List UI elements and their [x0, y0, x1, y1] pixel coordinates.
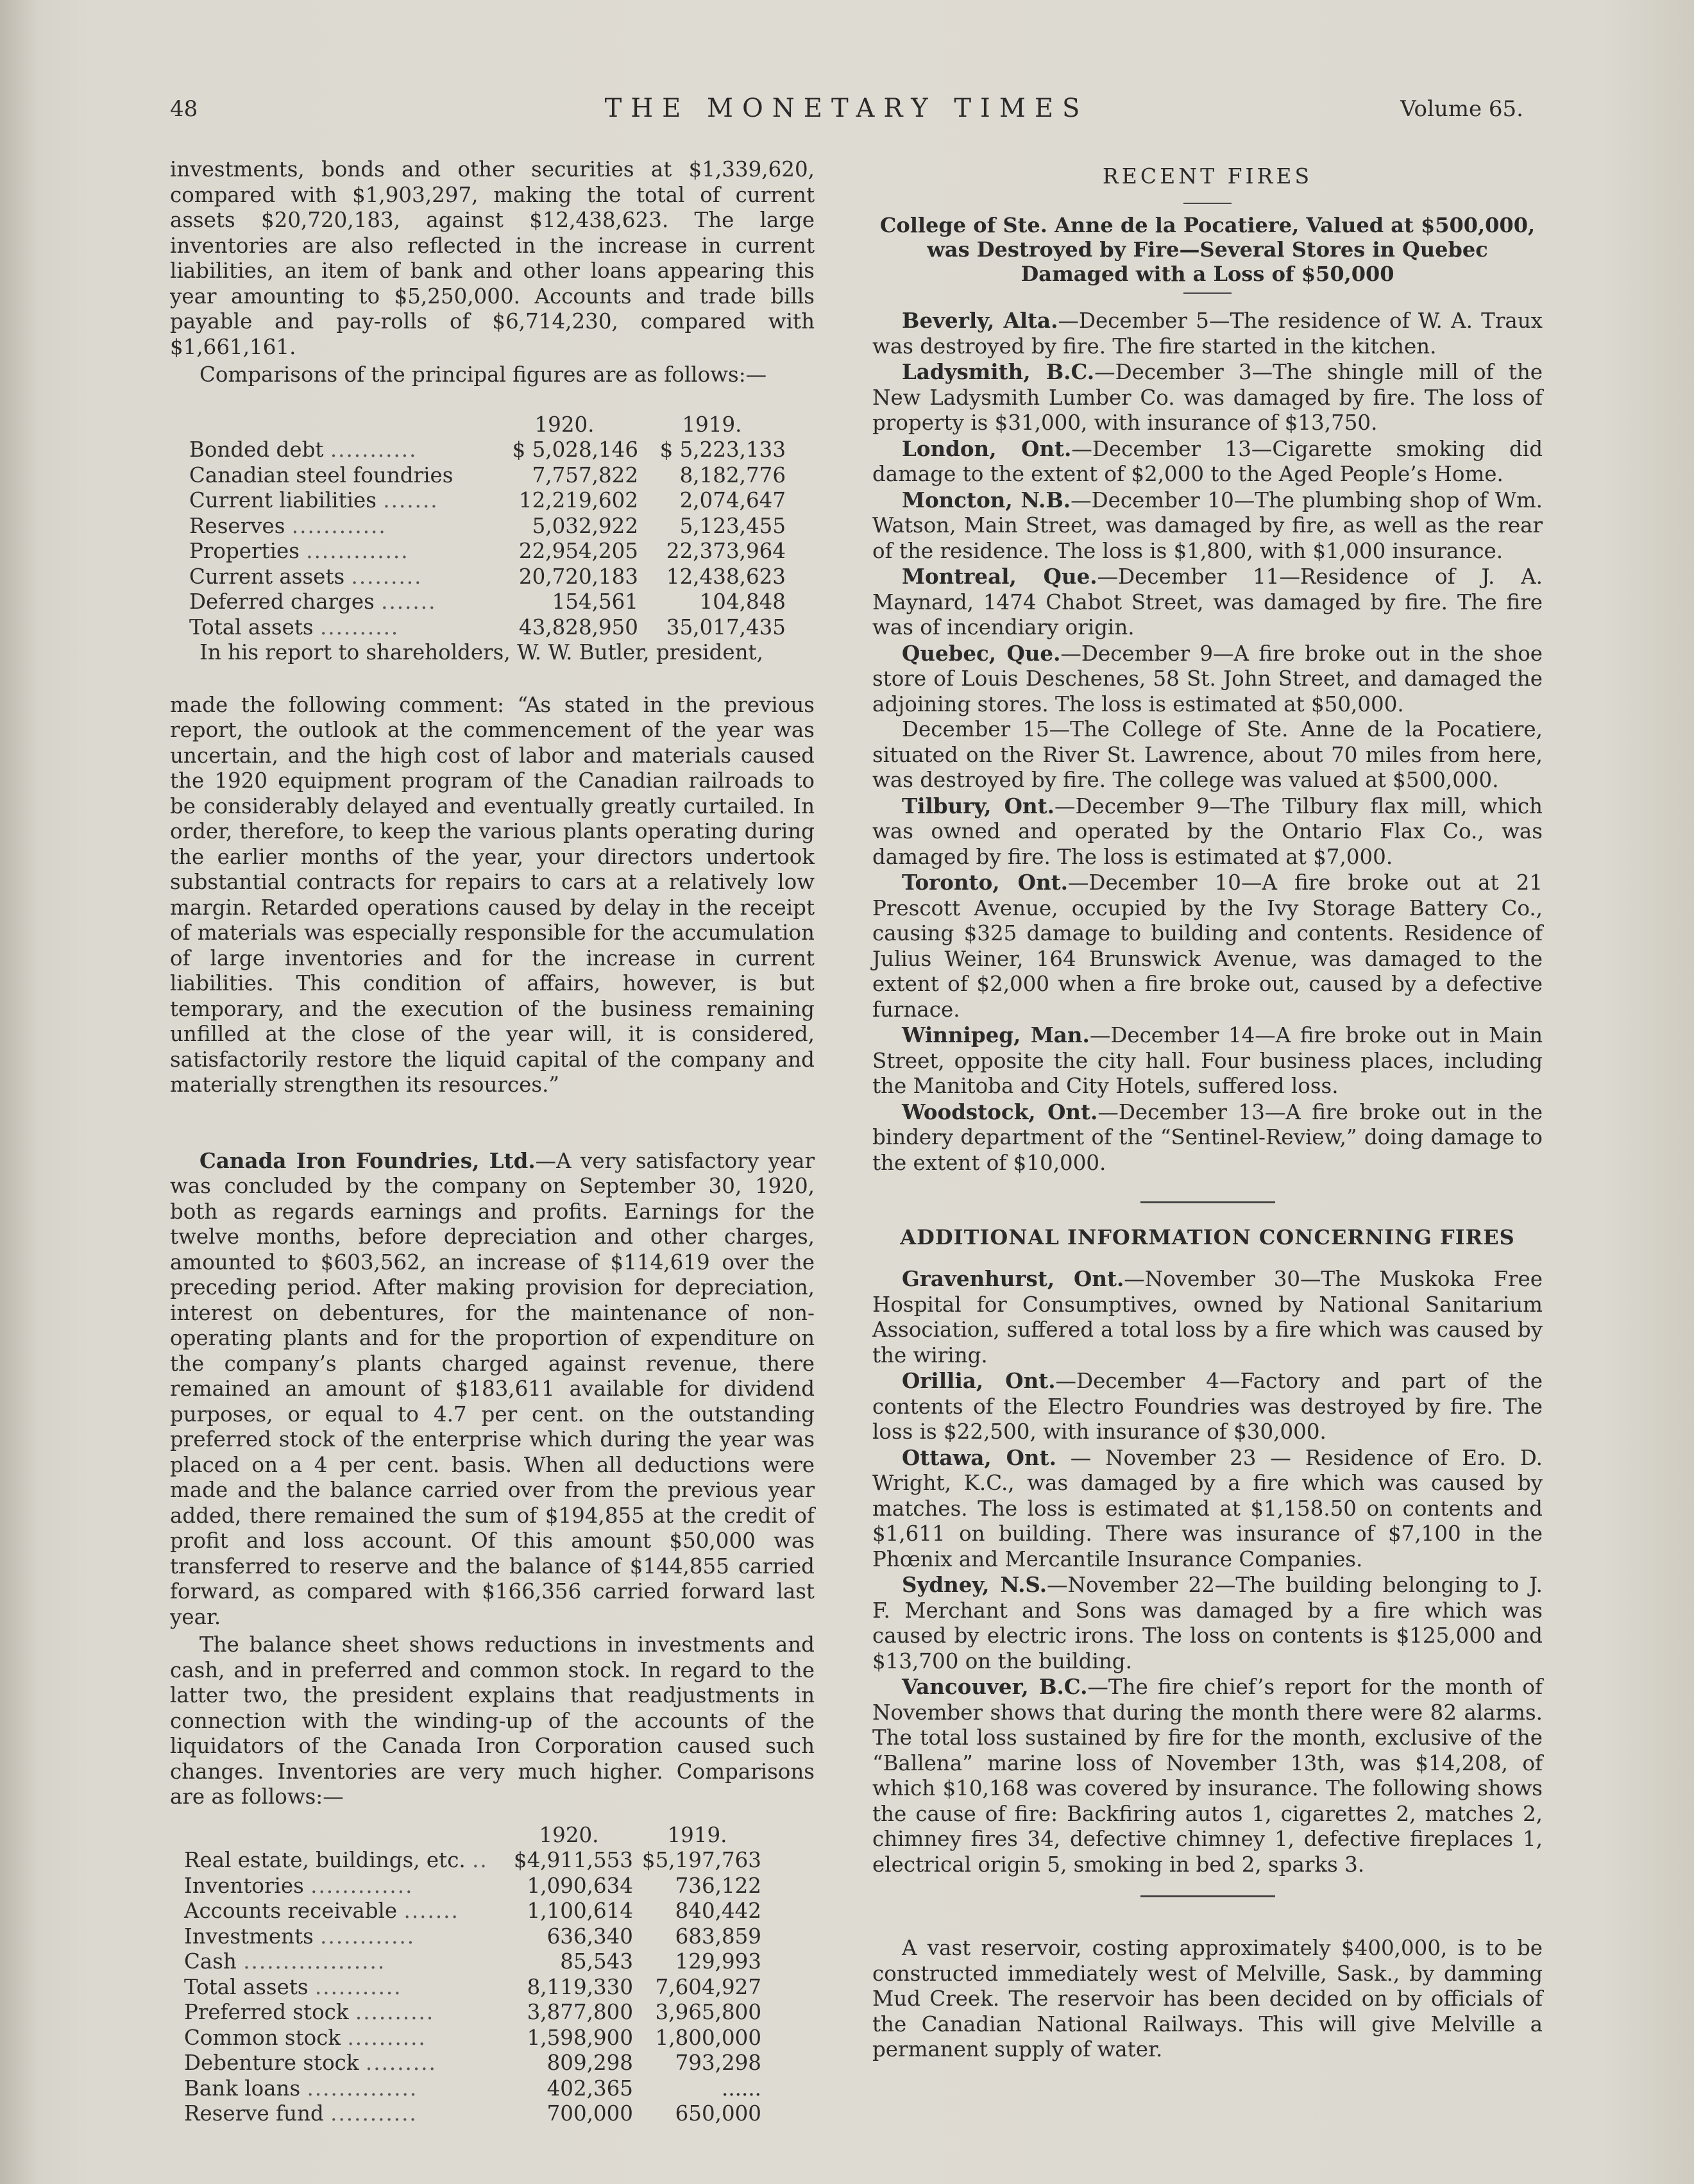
entry-text: —December 13—Cigarette smoking did damage to the extent of $2,000 to the Aged People’s Home.: [872, 436, 1543, 486]
fire-entry: [872, 564, 1543, 641]
leader-dots: ..........: [319, 614, 400, 639]
fire-entry: [872, 1022, 1543, 1099]
canada-iron-heading: Canada Iron Foundries, Ltd.: [199, 1147, 536, 1173]
left-column: [170, 157, 815, 2127]
value-1919: 8,182,776: [679, 462, 786, 487]
row-label: Properties: [189, 539, 300, 563]
row-label: Canadian steel foundries: [189, 462, 453, 487]
entry-place: Moncton, N.B.: [902, 487, 1071, 512]
additional-fires-title: ADDITIONAL INFORMATION CONCERNING FIRES: [900, 1225, 1515, 1249]
table-row: [184, 1848, 761, 1874]
entry-text: —December 4—Factory and part of the contents of the Electro Foundries was destroyed by fire. The loss is $22,500, with insurance of $30,000.: [872, 1369, 1543, 1444]
value-1919: 736,122: [675, 1873, 761, 1898]
table-row: [184, 1949, 761, 1975]
divider: [1140, 1895, 1275, 1897]
value-1920: 7,757,822: [532, 462, 638, 487]
reservoir-paragraph: A vast reservoir, costing approximately $400,000, is to be constructed immediately west of Melville, Sask., by damming Mud Creek. The reservoir has been decided on by officials of the Canadian National Railways. This will give Melville a permanent supply of water.: [872, 1936, 1543, 2061]
page-header: [170, 96, 1523, 135]
leader-dots: .........: [365, 2051, 437, 2075]
row-label-cell: [184, 1874, 505, 1899]
value-1920: 20,720,183: [518, 564, 638, 589]
divider: [1183, 203, 1232, 204]
fires-list: [872, 308, 1543, 1176]
value-1919: 1,800,000: [655, 2025, 761, 2050]
leader-dots: .............: [310, 1873, 414, 1898]
entry-place: Ladysmith, B.C.: [902, 359, 1095, 384]
row-label-cell: [184, 1899, 505, 1924]
col-header-1920: 1920.: [539, 1822, 599, 1847]
entry-place: Vancouver, B.C.: [902, 1674, 1088, 1699]
table-row: [184, 2051, 761, 2076]
additional-fire-entry: [872, 1572, 1543, 1674]
additional-fire-entry: [872, 1266, 1543, 1368]
row-label-cell: [189, 437, 491, 463]
value-1919: $ 5,223,133: [659, 437, 786, 462]
row-label-cell: [184, 1975, 505, 2001]
entry-text: —December 10—The plumbing shop of Wm. Watson, Main Street, was damaged by fire, as well as the rear of the residence. The loss is $1,800, with $1,000 insurance.: [872, 487, 1543, 563]
canada-iron-paragraph: [170, 1148, 815, 1630]
row-label-cell: [184, 1924, 505, 1950]
fire-entry: [872, 870, 1543, 1022]
fire-entry: [872, 359, 1543, 436]
value-1920: 8,119,330: [527, 1974, 633, 1999]
table-row: [184, 1924, 761, 1950]
table-row: [184, 2000, 761, 2026]
entry-place: Woodstock, Ont.: [902, 1099, 1098, 1124]
value-1920: 22,954,205: [518, 539, 638, 563]
value-1919: 129,993: [675, 1949, 761, 1974]
additional-fire-entry: [872, 1445, 1543, 1573]
leader-dots: .............: [306, 539, 409, 563]
entry-place: Gravenhurst, Ont.: [902, 1266, 1124, 1291]
entry-text: —The fire chief’s report for the month of November shows that during the month there were 82 alarms. The total loss sustained by fire for the month, exclusive of the “Ballena” marine loss of November 13th, was $14,208, of which $10,168 was covered by insurance. The following shows the cause of fire: Backfiring autos 1, cigarettes 2, matches 2, chimney fires 34, defective chimney 1, defective fireplaces 1, electrical origin 5, smoking in bed 2, sparks 3.: [872, 1675, 1543, 1877]
value-1919: 3,965,800: [655, 2000, 761, 2024]
row-label: Total assets: [189, 614, 314, 639]
row-label: Current liabilities: [189, 488, 377, 512]
row-label: Reserve fund: [184, 2101, 324, 2126]
divider: [1140, 1201, 1275, 1203]
leader-dots: ...........: [314, 1974, 402, 1999]
entry-text: —December 9—A fire broke out in the shoe store of Louis Deschenes, 58 St. John Street, and damaged the adjoining stores. The loss is estimated at $50,000.: [872, 641, 1543, 716]
leader-dots: .......: [383, 488, 439, 512]
table-row: [184, 2026, 761, 2051]
canada-iron-text: —A very satisfactory year was concluded by the company on September 30, 1920, both as regards earnings and profits. Earnings for the twelve months, before depreciation and other charges, amounted to $603,562, an increase of $114,619 over the preceding period. After making provision for depreciation, interest on debentures, for the maintenance of non-operating plants and for the proportion of expenditure on the company’s plants charged against revenue, there remained an amount of $183,611 available for dividend purposes, or equal to 4.7 per cent. on the outstanding preferred stock of the enterprise which during the year was placed on a 4 per cent. basis. When all deductions were made and the balance carried over from the previous year added, there remained the sum of $194,855 at the credit of profit and loss account. Of this amount $50,000 was transferred to reserve and the balance of $144,855 carried forward, as compared with $166,356 carried forward last year.: [170, 1148, 815, 1629]
fire-entry: [872, 436, 1543, 487]
entry-place: Tilbury, Ont.: [902, 793, 1055, 818]
entry-place: Winnipeg, Man.: [902, 1022, 1090, 1047]
row-label: Accounts receivable: [184, 1899, 398, 1923]
row-label: Total assets: [184, 1974, 309, 1999]
page-number: 48: [170, 96, 198, 122]
value-1920: $4,911,553: [513, 1848, 633, 1872]
additional-fire-entry: [872, 1674, 1543, 1877]
value-1919: 650,000: [675, 2101, 761, 2126]
fire-entry: [872, 717, 1543, 793]
volume-label: Volume 65.: [1400, 96, 1523, 122]
entry-text: —November 30—The Muskoka Free Hospital for Consumptives, owned by National Sanitarium Association, suffered a total loss by a fire which was caused by the wiring.: [872, 1267, 1543, 1367]
entry-text: —December 13—A fire broke out in the bindery department of the “Sentinel-Review,” doing damage to the extent of $10,000.: [872, 1099, 1543, 1175]
value-1920: 12,219,602: [518, 488, 638, 512]
row-label: Current assets: [189, 564, 345, 589]
butler-lead: In his report to shareholders, W. W. Butler, president,: [199, 640, 763, 665]
table-row: [189, 539, 786, 564]
row-label-cell: [189, 615, 491, 641]
value-1920: 402,365: [546, 2076, 633, 2101]
fire-entry: [872, 1099, 1543, 1176]
entry-text: —December 11—Residence of J. A. Maynard, 1474 Chabot Street, was damaged by fire. The fire was of incendiary origin.: [872, 564, 1543, 639]
leader-dots: ..: [472, 1848, 488, 1872]
table-row: [184, 2101, 761, 2127]
row-label-cell: [189, 463, 491, 489]
fire-entry: [872, 487, 1543, 564]
value-1919: 12,438,623: [666, 564, 786, 589]
leader-dots: ..................: [243, 1949, 386, 1974]
butler-quote: made the following comment: “As stated in the previous report, the outlook at the commencement of the year was uncertain, and the high cost of labor and materials caused the 1920 equipment program of the Canadian railroads to be considerably delayed and eventually greatly curtailed. In order, therefore, to keep the various plants operating during the earlier months of the year, your directors undertook substantial contracts for repairs to cars at a relatively low margin. Retarded operations caused by delay in the receipt of materials was especially responsible for the accumulation of large inventories and for the increase in current liabilities. This condition of affairs, however, is but temporary, and the execution of the business remaining unfilled at the close of the year will, it is considered, satisfactorily restore the liquid capital of the company and materially strengthen its resources.”: [170, 692, 815, 1097]
row-label-cell: [184, 2101, 505, 2127]
row-label: Cash: [184, 1949, 237, 1974]
fire-entry: [872, 793, 1543, 870]
entry-place: Toronto, Ont.: [902, 870, 1068, 895]
publication-title: THE MONETARY TIMES: [604, 94, 1089, 123]
entry-text: —December 9—The Tilbury flax mill, which was owned and operated by the Ontario Flax Co., was damaged by fire. The loss is estimated at $7,000.: [872, 793, 1543, 869]
col-header-1919: 1919.: [667, 1822, 727, 1847]
value-1919: $5,197,763: [641, 1848, 761, 1872]
value-1919: 793,298: [675, 2051, 761, 2075]
divider: [1183, 292, 1232, 294]
row-label: Reserves: [189, 513, 285, 538]
value-1919: 35,017,435: [666, 614, 786, 639]
value-1919: ......: [722, 2076, 761, 2101]
row-label: Preferred stock: [184, 2000, 349, 2024]
value-1920: 154,561: [552, 589, 638, 614]
table-row: [184, 1899, 761, 1924]
table-header-row: [189, 412, 786, 438]
row-label: Bonded debt: [189, 437, 324, 462]
table-row: [184, 1975, 761, 2001]
table-row: [189, 437, 786, 463]
balance-sheet-table: [184, 1823, 761, 2127]
value-1919: 2,074,647: [679, 488, 786, 512]
entry-place: London, Ont.: [902, 436, 1072, 461]
entry-text: December 15—The College of Ste. Anne de la Pocatiere, situated on the River St. Lawrence, about 70 miles from here, was destroyed by fire. The college was valued at $500,000.: [872, 717, 1543, 792]
table-row: [184, 2076, 761, 2102]
row-label-cell: [189, 514, 491, 539]
leader-dots: ..........: [347, 2025, 427, 2050]
principal-figures-table: [189, 412, 786, 641]
row-label: Debenture stock: [184, 2051, 359, 2075]
row-label-cell: [189, 539, 491, 564]
row-label: Common stock: [184, 2025, 341, 2050]
leader-dots: ..............: [307, 2076, 418, 2101]
value-1920: 85,543: [560, 1949, 633, 1974]
value-1920: 5,032,922: [532, 513, 638, 538]
table-row: [189, 615, 786, 641]
value-1920: 1,100,614: [527, 1899, 633, 1923]
row-label-cell: [184, 2000, 505, 2026]
value-1920: 1,090,634: [527, 1873, 633, 1898]
leader-dots: ...........: [330, 2101, 418, 2126]
table-row: [189, 488, 786, 514]
leader-dots: .......: [403, 1899, 459, 1923]
additional-fires-list: [872, 1266, 1543, 1877]
leader-dots: ...........: [330, 437, 418, 462]
value-1920: 3,877,800: [527, 2000, 633, 2024]
entry-place: Montreal, Que.: [902, 564, 1097, 589]
fire-entry: [872, 308, 1543, 359]
comparison-intro: Comparisons of the principal figures are as follows:—: [199, 362, 767, 387]
entry-place: Beverly, Alta.: [902, 308, 1058, 333]
value-1920: $ 5,028,146: [512, 437, 638, 462]
recent-fires-title: RECENT FIRES: [1102, 164, 1313, 189]
entry-text: —December 5—The residence of W. A. Traux was destroyed by fire. The fire started in the kitchen.: [872, 309, 1543, 359]
row-label-cell: [189, 488, 491, 514]
entry-text: —December 3—The shingle mill of the New Ladysmith Lumber Co. was damaged by fire. The loss of property is $31,000, with insurance of $13,750.: [872, 360, 1543, 435]
row-label-cell: [189, 589, 491, 615]
leader-dots: .........: [351, 564, 423, 589]
col-header-1920: 1920.: [534, 412, 595, 437]
entry-place: Quebec, Que.: [902, 640, 1061, 666]
value-1920: 43,828,950: [518, 614, 638, 639]
row-label-cell: [184, 2051, 505, 2076]
table-row: [189, 564, 786, 590]
table-header-row: [184, 1823, 761, 1849]
right-column: [872, 157, 1543, 2063]
entry-text: — November 23 — Residence of Ero. D. Wright, K.C., was damaged by a fire which was caused by matches. The loss is estimated at $1,158.50 on contents and $1,611 on building. There was insurance of $7,100 in the Phœnix and Mercantile Insurance Companies.: [872, 1445, 1543, 1571]
value-1919: 683,859: [675, 1924, 761, 1949]
table-row: [189, 589, 786, 615]
leader-dots: .......: [381, 589, 437, 614]
row-label-cell: [184, 1949, 505, 1975]
row-label: Investments: [184, 1924, 314, 1949]
table-row: [184, 1874, 761, 1899]
fire-entry: [872, 641, 1543, 718]
row-label-cell: [189, 564, 491, 590]
row-label-cell: [184, 2076, 505, 2102]
value-1919: 7,604,927: [655, 1974, 761, 1999]
entry-text: —November 22—The building belonging to J. F. Merchant and Sons was damaged by a fire which was caused by electric irons. The loss on contents is $125,000 and $13,700 on the building.: [872, 1573, 1543, 1673]
recent-fires-subhead: College of Ste. Anne de la Pocatiere, Valued at $500,000, was Destroyed by Fire—Several Stores in Quebec Damaged with a Loss of $50,000: [879, 213, 1536, 286]
entry-place: Ottawa, Ont.: [902, 1444, 1056, 1470]
intro-paragraph: investments, bonds and other securities at $1,339,620, compared with $1,903,297, making the total of current assets $20,720,183, against $12,438,623. The large inventories are also reflected in the increase in current liabilities, an item of bank and other loans appearing this year amounting to $5,250,000. Accounts and trade bills payable and pay-rolls of $6,714,230, compared with $1,661,161.: [170, 157, 815, 359]
row-label: Real estate, buildings, etc.: [184, 1848, 466, 1872]
value-1919: 5,123,455: [679, 513, 786, 538]
row-label: Bank loans: [184, 2076, 301, 2101]
row-label: Deferred charges: [189, 589, 375, 614]
leader-dots: ..........: [355, 2000, 435, 2024]
entry-text: —December 10—A fire broke out at 21 Prescott Avenue, occupied by the Ivy Storage Battery Co., causing $325 damage to building and contents. Residence of Julius Weiner, 164 Brunswick Avenue, was damaged to the extent of $2,000 when a fire broke out, caused by a defective furnace.: [872, 870, 1543, 1022]
value-1920: 1,598,900: [527, 2025, 633, 2050]
value-1920: 700,000: [546, 2101, 633, 2126]
entry-place: Orillia, Ont.: [902, 1368, 1056, 1393]
row-label-cell: [184, 2026, 505, 2051]
row-label: Inventories: [184, 1873, 304, 1898]
balance-sheet-paragraph: The balance sheet shows reductions in investments and cash, and in preferred and common stock. In regard to the latter two, the president explains that readjustments in connection with the winding-up of the accounts of the liquidators of the Canada Iron Corporation caused such changes. Inventories are very much higher. Comparisons are as follows:—: [170, 1632, 815, 1809]
value-1919: 840,442: [675, 1899, 761, 1923]
value-1919: 22,373,964: [666, 539, 786, 563]
additional-fire-entry: [872, 1368, 1543, 1445]
table-row: [189, 514, 786, 539]
leader-dots: ............: [291, 513, 387, 538]
row-label-cell: [184, 1848, 505, 1874]
value-1920: 809,298: [546, 2051, 633, 2075]
table-row: [189, 463, 786, 489]
value-1920: 636,340: [546, 1924, 633, 1949]
col-header-1919: 1919.: [682, 412, 742, 437]
leader-dots: ............: [320, 1924, 416, 1949]
value-1919: 104,848: [699, 589, 786, 614]
entry-text: —December 14—A fire broke out in Main Street, opposite the city hall. Four business places, including the Manitoba and City Hotels, suffered loss.: [872, 1023, 1543, 1098]
entry-place: Sydney, N.S.: [902, 1572, 1047, 1597]
